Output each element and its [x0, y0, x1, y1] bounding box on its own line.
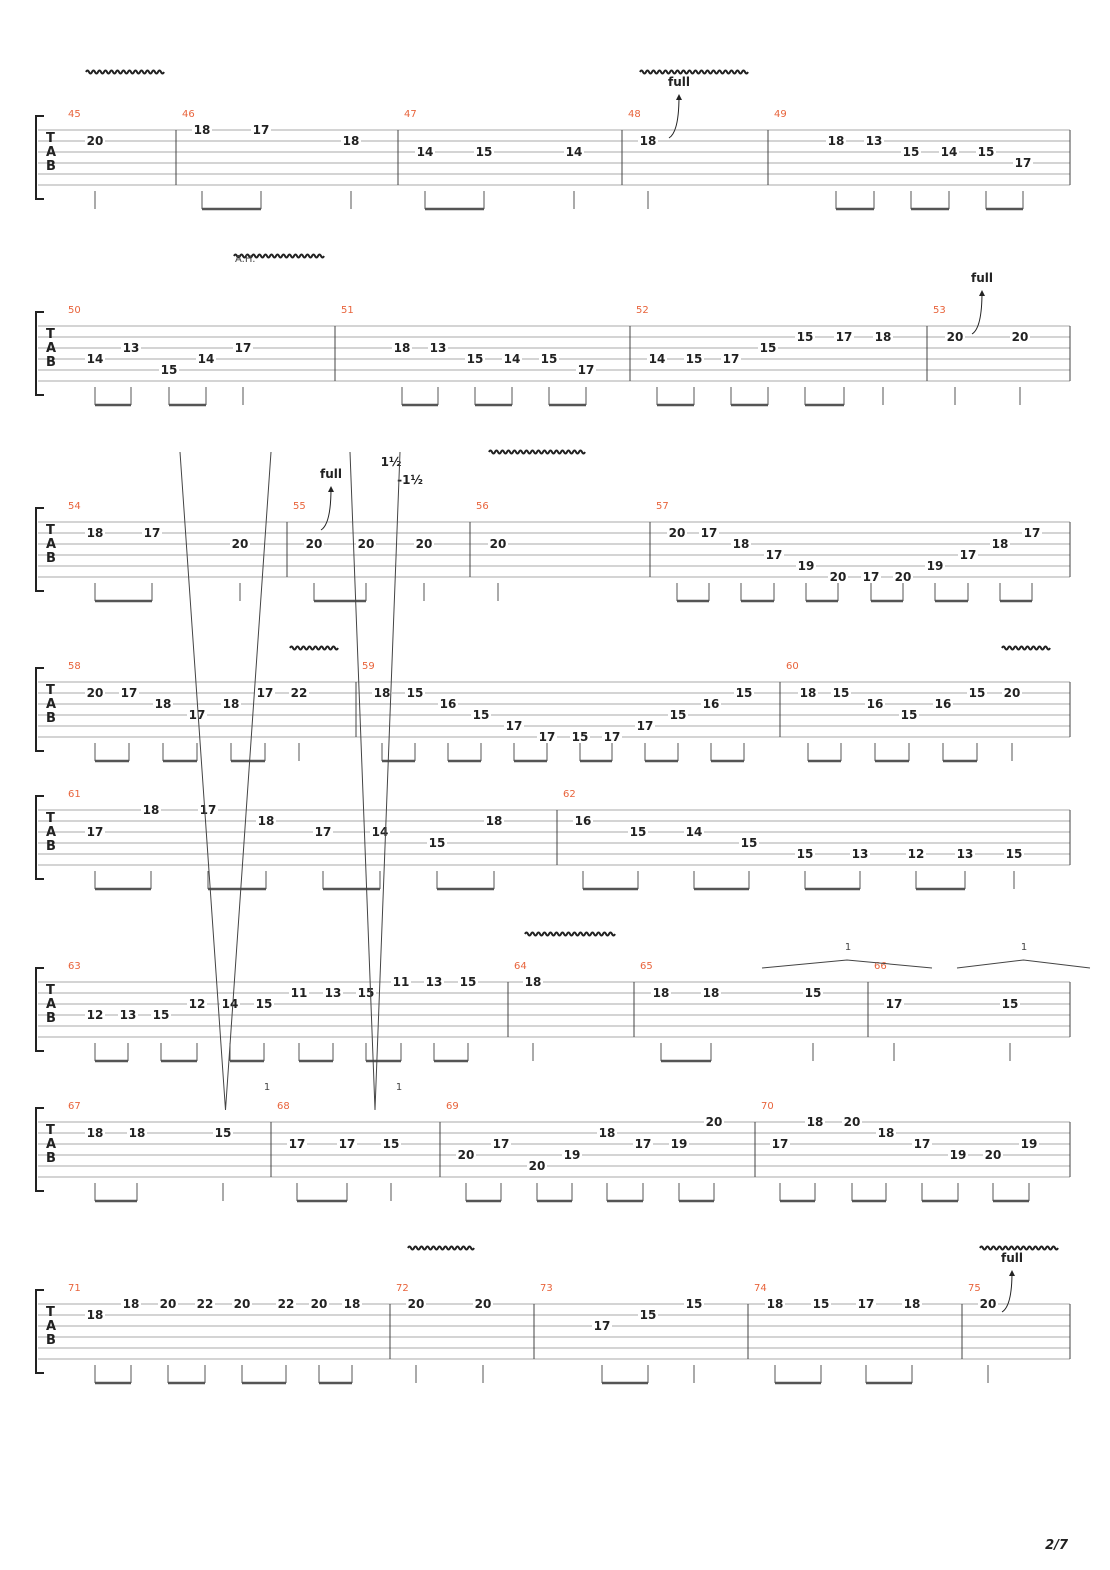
fret-number: 15: [571, 730, 589, 744]
fret-number: 15: [214, 1126, 232, 1140]
fret-number: 20: [843, 1115, 861, 1129]
tab-clef-letter: B: [46, 551, 56, 566]
fret-number: 15: [1005, 847, 1023, 861]
fret-number: 17: [577, 363, 595, 377]
fret-number: 18: [652, 986, 670, 1000]
measure-number: 55: [293, 501, 306, 512]
fret-number: 15: [968, 686, 986, 700]
tab-clef-letter: A: [46, 997, 57, 1012]
arrow-head: [1009, 1270, 1015, 1276]
fret-number: 20: [305, 537, 323, 551]
tab-clef-letter: A: [46, 1137, 57, 1152]
fret-number: 18: [86, 1126, 104, 1140]
vibrato-mark: [980, 1247, 1058, 1250]
fret-number: 17: [256, 686, 274, 700]
fret-number: 17: [771, 1137, 789, 1151]
fret-number: 14: [86, 352, 104, 366]
tab-clef-letter: T: [46, 131, 55, 146]
fret-number: 18: [524, 975, 542, 989]
measure-number: 65: [640, 961, 653, 972]
fret-number: 18: [903, 1297, 921, 1311]
fret-number: 18: [122, 1297, 140, 1311]
fret-number: 20: [979, 1297, 997, 1311]
staff-system: [36, 647, 1070, 762]
tab-clef-letter: T: [46, 983, 55, 998]
measure-number: 56: [476, 501, 489, 512]
tab-clef-letter: B: [46, 355, 56, 370]
fret-number: 14: [197, 352, 215, 366]
fret-number: 18: [874, 330, 892, 344]
fret-number: 16: [439, 697, 457, 711]
staff-system: [36, 789, 1070, 889]
bend-arrow: [669, 96, 679, 138]
measure-number: 74: [754, 1283, 767, 1294]
fret-number: 17: [959, 548, 977, 562]
fret-number: 17: [722, 352, 740, 366]
fret-number: 20: [1011, 330, 1029, 344]
fret-number: 11: [392, 975, 410, 989]
fret-number: 17: [857, 1297, 875, 1311]
system-bracket: [36, 312, 44, 395]
fret-number: 18: [393, 341, 411, 355]
fret-number: 14: [648, 352, 666, 366]
fret-number: 17: [252, 123, 270, 137]
fret-number: 16: [934, 697, 952, 711]
fret-number: 18: [373, 686, 391, 700]
fret-number: 18: [732, 537, 750, 551]
staff-system: [36, 451, 1070, 602]
bend-line: [762, 960, 932, 968]
measure-number: 66: [874, 961, 887, 972]
technique-label: A.H.: [235, 254, 256, 265]
bend-annotation: 1½: [380, 455, 402, 469]
fret-number: 14: [565, 145, 583, 159]
measure-number: 49: [774, 109, 787, 120]
fret-number: 18: [193, 123, 211, 137]
fret-number: 19: [563, 1148, 581, 1162]
fret-number: 18: [128, 1126, 146, 1140]
fret-number: 19: [926, 559, 944, 573]
fret-number: 18: [154, 697, 172, 711]
measure-number: 53: [933, 305, 946, 316]
fret-number: 22: [196, 1297, 214, 1311]
fret-number: 20: [86, 134, 104, 148]
tab-clef-letter: B: [46, 1151, 56, 1166]
fret-number: 18: [86, 526, 104, 540]
tab-clef-letter: A: [46, 1319, 57, 1334]
bend-annotation: -1½: [397, 473, 423, 487]
tab-clef-letter: B: [46, 1011, 56, 1026]
system-bracket: [36, 668, 44, 751]
fret-number: 20: [159, 1297, 177, 1311]
staff-system: [36, 254, 1070, 405]
system-bracket: [36, 1108, 44, 1191]
fret-number: 15: [740, 836, 758, 850]
fret-number: 19: [797, 559, 815, 573]
fret-number: 15: [406, 686, 424, 700]
fret-number: 14: [503, 352, 521, 366]
fret-number: 17: [835, 330, 853, 344]
fret-number: 12: [188, 997, 206, 1011]
fret-number: 20: [829, 570, 847, 584]
fret-number: 20: [946, 330, 964, 344]
fret-number: 18: [142, 803, 160, 817]
tab-clef-letter: A: [46, 145, 57, 160]
measure-number: 62: [563, 789, 576, 800]
bend-annotation: 1: [395, 1082, 403, 1093]
fret-number: 17: [1023, 526, 1041, 540]
fret-number: 20: [310, 1297, 328, 1311]
tab-clef-letter: T: [46, 1123, 55, 1138]
fret-number: 13: [425, 975, 443, 989]
fret-number: 12: [86, 1008, 104, 1022]
measure-number: 54: [68, 501, 81, 512]
measure-number: 58: [68, 661, 81, 672]
fret-number: 18: [639, 134, 657, 148]
fret-number: 15: [812, 1297, 830, 1311]
fret-number: 15: [900, 708, 918, 722]
fret-number: 20: [705, 1115, 723, 1129]
fret-number: 20: [86, 686, 104, 700]
fret-number: 18: [485, 814, 503, 828]
fret-number: 15: [428, 836, 446, 850]
tab-clef-letter: B: [46, 711, 56, 726]
measure-number: 59: [362, 661, 375, 672]
fret-number: 17: [885, 997, 903, 1011]
fret-number: 20: [415, 537, 433, 551]
tab-clef-letter: T: [46, 327, 55, 342]
bend-arrow: [1002, 1272, 1012, 1312]
fret-number: 17: [188, 708, 206, 722]
vibrato-mark: [1002, 647, 1050, 650]
measure-number: 64: [514, 961, 527, 972]
tab-clef-letter: T: [46, 811, 55, 826]
bend-annotation: full: [320, 467, 342, 481]
fret-number: 22: [277, 1297, 295, 1311]
measure-number: 67: [68, 1101, 81, 1112]
tab-clef-letter: B: [46, 839, 56, 854]
fret-number: 15: [540, 352, 558, 366]
measure-number: 73: [540, 1283, 553, 1294]
tab-clef-letter: T: [46, 1305, 55, 1320]
measure-number: 51: [341, 305, 354, 316]
fret-number: 16: [866, 697, 884, 711]
fret-number: 18: [342, 134, 360, 148]
system-bracket: [36, 796, 44, 879]
arrow-head: [676, 94, 682, 100]
bend-arrow: [972, 292, 982, 334]
measure-number: 72: [396, 1283, 409, 1294]
measure-number: 52: [636, 305, 649, 316]
fret-number: 17: [86, 825, 104, 839]
fret-number: 14: [685, 825, 703, 839]
fret-number: 17: [234, 341, 252, 355]
fret-number: 18: [799, 686, 817, 700]
fret-number: 17: [593, 1319, 611, 1333]
fret-number: 20: [233, 1297, 251, 1311]
bend-annotation: 1: [1020, 942, 1028, 953]
staff-system: [36, 933, 1090, 1062]
fret-number: 20: [231, 537, 249, 551]
fret-number: 18: [702, 986, 720, 1000]
vibrato-mark: [290, 647, 338, 650]
fret-number: 16: [574, 814, 592, 828]
fret-number: 18: [827, 134, 845, 148]
fret-number: 15: [639, 1308, 657, 1322]
fret-number: 15: [669, 708, 687, 722]
fret-number: 17: [120, 686, 138, 700]
fret-number: 15: [629, 825, 647, 839]
measure-number: 60: [786, 661, 799, 672]
fret-number: 15: [472, 708, 490, 722]
measure-number: 57: [656, 501, 669, 512]
tab-clef-letter: A: [46, 537, 57, 552]
arrow-head: [328, 486, 334, 492]
staff-system: [36, 1247, 1070, 1384]
fret-number: 20: [894, 570, 912, 584]
fret-number: 15: [1001, 997, 1019, 1011]
measure-number: 68: [277, 1101, 290, 1112]
fret-number: 20: [984, 1148, 1002, 1162]
staff-system: [36, 71, 1070, 210]
measure-number: 61: [68, 789, 81, 800]
tab-clef-letter: T: [46, 523, 55, 538]
measure-number: 71: [68, 1283, 81, 1294]
fret-number: 15: [977, 145, 995, 159]
fret-number: 17: [603, 730, 621, 744]
fret-number: 13: [851, 847, 869, 861]
bend-annotation: full: [668, 75, 690, 89]
fret-number: 15: [685, 352, 703, 366]
fret-number: 19: [670, 1137, 688, 1151]
fret-number: 13: [865, 134, 883, 148]
tab-clef-letter: T: [46, 683, 55, 698]
fret-number: 20: [407, 1297, 425, 1311]
fret-number: 18: [991, 537, 1009, 551]
fret-number: 13: [122, 341, 140, 355]
measure-number: 75: [968, 1283, 981, 1294]
tab-clef-letter: B: [46, 159, 56, 174]
fret-number: 15: [475, 145, 493, 159]
system-bracket: [36, 116, 44, 199]
fret-number: 20: [489, 537, 507, 551]
fret-number: 16: [702, 697, 720, 711]
fret-number: 18: [86, 1308, 104, 1322]
fret-number: 15: [160, 363, 178, 377]
measure-number: 69: [446, 1101, 459, 1112]
fret-number: 15: [759, 341, 777, 355]
tab-clef-letter: A: [46, 825, 57, 840]
vibrato-mark: [525, 933, 615, 936]
page-number: 2/7: [1045, 1538, 1068, 1553]
vibrato-mark: [86, 71, 164, 74]
bend-annotation: full: [1001, 1251, 1023, 1265]
fret-number: 15: [685, 1297, 703, 1311]
tab-clef-letter: B: [46, 1333, 56, 1348]
vibrato-mark: [408, 1247, 474, 1250]
measure-number: 46: [182, 109, 195, 120]
arrow-head: [979, 290, 985, 296]
tab-clef-letter: A: [46, 341, 57, 356]
fret-number: 15: [382, 1137, 400, 1151]
fret-number: 18: [598, 1126, 616, 1140]
fret-number: 19: [1020, 1137, 1038, 1151]
fret-number: 20: [357, 537, 375, 551]
measure-number: 70: [761, 1101, 774, 1112]
tab-clef-letter: A: [46, 697, 57, 712]
measure-number: 50: [68, 305, 81, 316]
bend-annotation: full: [971, 271, 993, 285]
fret-number: 20: [474, 1297, 492, 1311]
bend-annotation: 1: [844, 942, 852, 953]
fret-number: 15: [459, 975, 477, 989]
fret-number: 20: [1003, 686, 1021, 700]
system-bracket: [36, 968, 44, 1051]
fret-number: 14: [371, 825, 389, 839]
fret-number: 17: [862, 570, 880, 584]
staff-system: [36, 452, 1070, 1201]
fret-number: 12: [907, 847, 925, 861]
fret-number: 17: [765, 548, 783, 562]
fret-number: 20: [457, 1148, 475, 1162]
fret-number: 15: [796, 847, 814, 861]
measure-number: 63: [68, 961, 81, 972]
fret-number: 22: [290, 686, 308, 700]
fret-number: 15: [357, 986, 375, 1000]
bend-line: [957, 960, 1090, 968]
measure-number: 45: [68, 109, 81, 120]
fret-number: 18: [766, 1297, 784, 1311]
bend-annotation: 1: [263, 1082, 271, 1093]
bend-arrow: [321, 488, 331, 530]
fret-number: 18: [222, 697, 240, 711]
fret-number: 11: [290, 986, 308, 1000]
fret-number: 13: [119, 1008, 137, 1022]
fret-number: 17: [636, 719, 654, 733]
fret-number: 17: [314, 825, 332, 839]
measure-number: 48: [628, 109, 641, 120]
fret-number: 17: [700, 526, 718, 540]
fret-number: 17: [913, 1137, 931, 1151]
fret-number: 17: [338, 1137, 356, 1151]
bend-line: [180, 452, 271, 1110]
fret-number: 15: [152, 1008, 170, 1022]
fret-number: 17: [199, 803, 217, 817]
fret-number: 14: [416, 145, 434, 159]
fret-number: 15: [804, 986, 822, 1000]
vibrato-mark: [489, 451, 585, 454]
fret-number: 14: [221, 997, 239, 1011]
fret-number: 19: [949, 1148, 967, 1162]
fret-number: 13: [324, 986, 342, 1000]
fret-number: 15: [735, 686, 753, 700]
fret-number: 18: [877, 1126, 895, 1140]
fret-number: 20: [668, 526, 686, 540]
fret-number: 18: [257, 814, 275, 828]
fret-number: 15: [902, 145, 920, 159]
fret-number: 18: [343, 1297, 361, 1311]
fret-number: 17: [1014, 156, 1032, 170]
fret-number: 14: [940, 145, 958, 159]
fret-number: 17: [143, 526, 161, 540]
measure-number: 47: [404, 109, 417, 120]
fret-number: 20: [528, 1159, 546, 1173]
fret-number: 18: [806, 1115, 824, 1129]
fret-number: 17: [634, 1137, 652, 1151]
fret-number: 15: [796, 330, 814, 344]
system-bracket: [36, 1290, 44, 1373]
fret-number: 15: [466, 352, 484, 366]
system-bracket: [36, 508, 44, 591]
fret-number: 15: [255, 997, 273, 1011]
fret-number: 17: [505, 719, 523, 733]
vibrato-mark: [640, 71, 748, 74]
fret-number: 17: [538, 730, 556, 744]
fret-number: 17: [492, 1137, 510, 1151]
fret-number: 13: [956, 847, 974, 861]
fret-number: 15: [832, 686, 850, 700]
fret-number: 13: [429, 341, 447, 355]
fret-number: 17: [288, 1137, 306, 1151]
